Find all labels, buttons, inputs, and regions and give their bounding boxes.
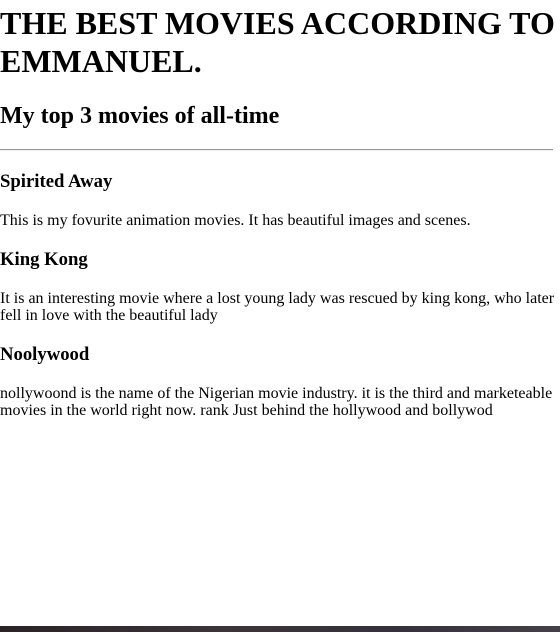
- movie-section-noolywood: [0, 344, 560, 419]
- divider: [0, 149, 553, 151]
- movie-description: nollywoond is the name of the Nigerian movie industry. it is the third and marketeable movies in the world right now. rank Just behind the hollywood and bollywod: [0, 385, 553, 419]
- movie-title: King Kong: [0, 249, 88, 270]
- movie-description: This is my fovurite animation movies. It has beautiful images and scenes.: [0, 212, 471, 229]
- page-title: THE BEST MOVIES ACCORDING TO EMMANUEL.: [0, 5, 555, 79]
- bottom-bar: [0, 626, 560, 632]
- movie-section-king-kong: [0, 249, 560, 324]
- page-subtitle: My top 3 movies of all-time: [0, 103, 280, 129]
- movie-section-spirited-away: [0, 171, 560, 229]
- movie-description: It is an interesting movie where a lost young lady was rescued by king kong, who later fell in love with the beautiful lady: [0, 290, 555, 324]
- movie-title: Spirited Away: [0, 171, 113, 192]
- movie-title: Noolywood: [0, 344, 90, 365]
